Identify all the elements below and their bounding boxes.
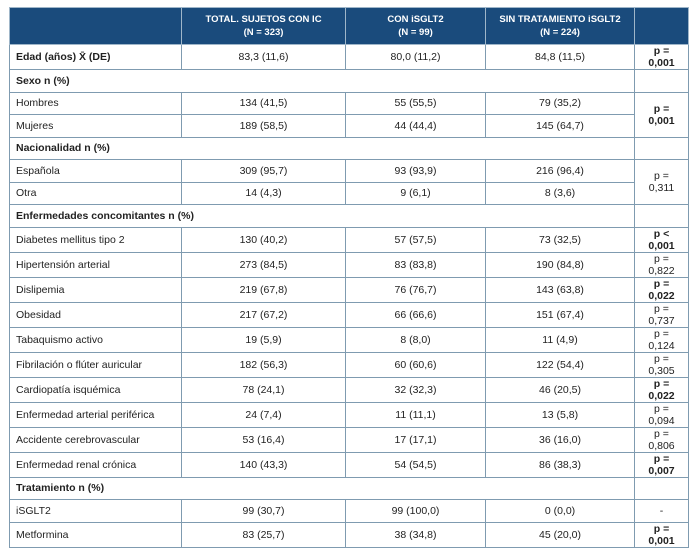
- cell-con: 55 (55,5): [346, 92, 486, 115]
- table-row: [10, 377, 689, 402]
- cell-con: 11 (11,1): [346, 402, 486, 427]
- cell-con: 66 (66,6): [346, 302, 486, 327]
- table-row: [10, 402, 689, 427]
- cell-total: 217 (67,2): [182, 302, 346, 327]
- row-label: Mujeres: [10, 115, 182, 138]
- cell-p: p = 0,001: [635, 522, 689, 547]
- cell-con: 76 (76,7): [346, 277, 486, 302]
- cell-p: [635, 477, 689, 500]
- cell-total: 53 (16,4): [182, 427, 346, 452]
- cell-con: 9 (6,1): [346, 182, 486, 205]
- cell-total: 309 (95,7): [182, 160, 346, 183]
- cell-sin: 73 (32,5): [486, 227, 635, 252]
- cell-sin: 151 (67,4): [486, 302, 635, 327]
- cell-p: p = 0,311: [635, 160, 689, 205]
- cell-total: 78 (24,1): [182, 377, 346, 402]
- cell-sin: 13 (5,8): [486, 402, 635, 427]
- cell-total: 83,3 (11,6): [182, 45, 346, 70]
- row-label: Otra: [10, 182, 182, 205]
- cell-total: 140 (43,3): [182, 452, 346, 477]
- cell-sin: 84,8 (11,5): [486, 45, 635, 70]
- header-con-label: CON iSGLT2: [387, 14, 444, 25]
- cell-con: 99 (100,0): [346, 500, 486, 523]
- cell-p: p = 0,001: [635, 92, 689, 137]
- table-row: [10, 115, 689, 138]
- cell-total: 219 (67,8): [182, 277, 346, 302]
- table-row: [10, 160, 689, 183]
- cell-total: 130 (40,2): [182, 227, 346, 252]
- cell-total: 14 (4,3): [182, 182, 346, 205]
- section-label: Enfermedades concomitantes n (%): [10, 205, 635, 228]
- table-row: [10, 522, 689, 547]
- cell-p: p = 0,094: [635, 402, 689, 427]
- cell-total: 134 (41,5): [182, 92, 346, 115]
- row-label: Hipertensión arterial: [10, 252, 182, 277]
- row-label: Cardiopatía isquémica: [10, 377, 182, 402]
- header-sin-n: (N = 224): [540, 27, 580, 38]
- row-label: Española: [10, 160, 182, 183]
- table-row: [10, 277, 689, 302]
- table-row: [10, 227, 689, 252]
- row-label: Accidente cerebrovascular: [10, 427, 182, 452]
- table-row: [10, 302, 689, 327]
- section-label: Tratamiento n (%): [10, 477, 635, 500]
- cell-sin: 11 (4,9): [486, 327, 635, 352]
- cell-total: 99 (30,7): [182, 500, 346, 523]
- row-label: Fibrilación o flúter auricular: [10, 352, 182, 377]
- header-total: [182, 8, 346, 45]
- cell-con: 38 (34,8): [346, 522, 486, 547]
- header-sin: [486, 8, 635, 45]
- cell-p: p = 0,305: [635, 352, 689, 377]
- cell-p: p = 0,022: [635, 277, 689, 302]
- cell-p: p = 0,124: [635, 327, 689, 352]
- cell-p: p = 0,022: [635, 377, 689, 402]
- section-label: Nacionalidad n (%): [10, 137, 635, 160]
- cell-sin: 190 (84,8): [486, 252, 635, 277]
- header-p: [635, 8, 689, 45]
- cell-p: [635, 205, 689, 228]
- section-row: [10, 205, 689, 228]
- cell-sin: 46 (20,5): [486, 377, 635, 402]
- cell-total: 83 (25,7): [182, 522, 346, 547]
- cell-p: p = 0,737: [635, 302, 689, 327]
- row-label: Enfermedad renal crónica: [10, 452, 182, 477]
- cell-sin: 0 (0,0): [486, 500, 635, 523]
- header-total-label: TOTAL. SUJETOS CON IC: [205, 14, 322, 25]
- cell-con: 32 (32,3): [346, 377, 486, 402]
- cell-sin: 216 (96,4): [486, 160, 635, 183]
- cell-p: p = 0,001: [635, 45, 689, 70]
- cell-total: 19 (5,9): [182, 327, 346, 352]
- cell-con: 57 (57,5): [346, 227, 486, 252]
- cell-con: 60 (60,6): [346, 352, 486, 377]
- table-row: [10, 182, 689, 205]
- table-row: [10, 500, 689, 523]
- cell-p: p = 0,806: [635, 427, 689, 452]
- cell-p: [635, 70, 689, 93]
- header-con-n: (N = 99): [398, 27, 433, 38]
- table-row: [10, 45, 689, 70]
- table-row: [10, 352, 689, 377]
- cell-total: 189 (58,5): [182, 115, 346, 138]
- cell-sin: 45 (20,0): [486, 522, 635, 547]
- header-row: [10, 8, 689, 45]
- characteristics-table: [9, 7, 689, 548]
- cell-con: 8 (8,0): [346, 327, 486, 352]
- cell-sin: 145 (64,7): [486, 115, 635, 138]
- cell-con: 17 (17,1): [346, 427, 486, 452]
- cell-total: 273 (84,5): [182, 252, 346, 277]
- cell-sin: 143 (63,8): [486, 277, 635, 302]
- section-row: [10, 137, 689, 160]
- cell-total: 182 (56,3): [182, 352, 346, 377]
- row-label: iSGLT2: [10, 500, 182, 523]
- cell-con: 80,0 (11,2): [346, 45, 486, 70]
- section-label: Sexo n (%): [10, 70, 635, 93]
- header-total-n: (N = 323): [243, 27, 284, 38]
- cell-total: 24 (7,4): [182, 402, 346, 427]
- cell-p: [635, 137, 689, 160]
- row-label: Enfermedad arterial periférica: [10, 402, 182, 427]
- cell-sin: 79 (35,2): [486, 92, 635, 115]
- row-label: Diabetes mellitus tipo 2: [10, 227, 182, 252]
- section-row: [10, 477, 689, 500]
- cell-p: p = 0,007: [635, 452, 689, 477]
- cell-sin: 36 (16,0): [486, 427, 635, 452]
- cell-con: 54 (54,5): [346, 452, 486, 477]
- cell-con: 83 (83,8): [346, 252, 486, 277]
- cell-con: 93 (93,9): [346, 160, 486, 183]
- cell-p: -: [635, 500, 689, 523]
- row-label: Dislipemia: [10, 277, 182, 302]
- cell-con: 44 (44,4): [346, 115, 486, 138]
- table-row: [10, 427, 689, 452]
- table-row: [10, 327, 689, 352]
- cell-sin: 122 (54,4): [486, 352, 635, 377]
- row-label: Metformina: [10, 522, 182, 547]
- header-blank: [10, 8, 182, 45]
- cell-p: p < 0,001: [635, 227, 689, 252]
- table-row: [10, 252, 689, 277]
- section-row: [10, 70, 689, 93]
- row-label: Hombres: [10, 92, 182, 115]
- cell-sin: 86 (38,3): [486, 452, 635, 477]
- table-row: [10, 452, 689, 477]
- header-con: [346, 8, 486, 45]
- row-label: Obesidad: [10, 302, 182, 327]
- row-label: Tabaquismo activo: [10, 327, 182, 352]
- header-sin-label: SIN TRATAMIENTO iSGLT2: [499, 14, 621, 25]
- table-row: [10, 92, 689, 115]
- cell-p: p = 0,822: [635, 252, 689, 277]
- row-label: Edad (años) X̄ (DE): [10, 45, 182, 70]
- cell-sin: 8 (3,6): [486, 182, 635, 205]
